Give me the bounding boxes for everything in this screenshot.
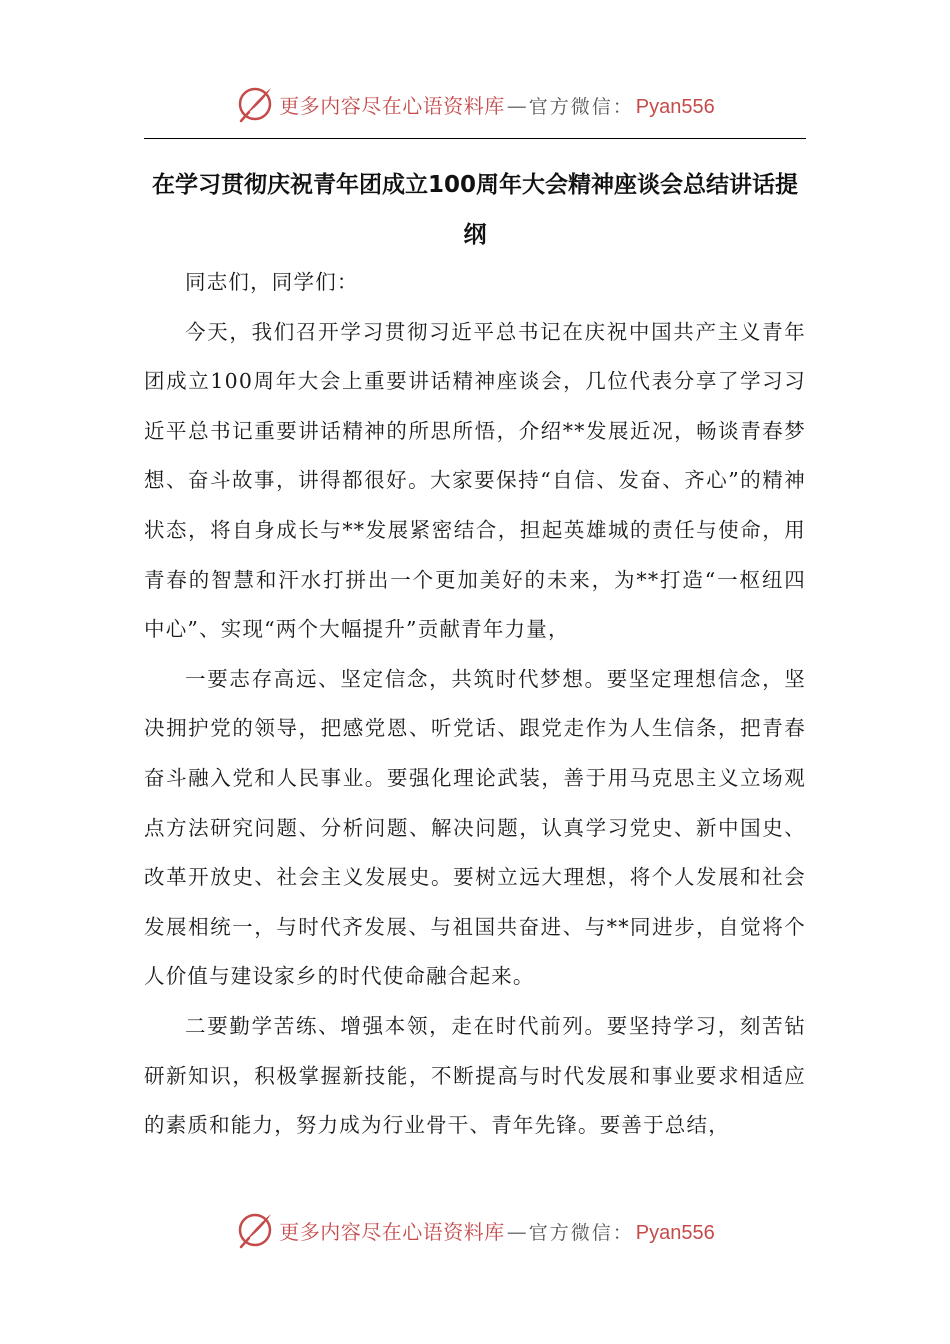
quill-logo-icon	[235, 1210, 275, 1250]
banner-wechat-id: Pyan556	[635, 1221, 715, 1244]
salutation: 同志们，同学们：	[185, 270, 359, 294]
document-title: 在学习贯彻庆祝青年团成立100周年大会精神座谈会总结讲话提纲	[151, 172, 798, 248]
banner-main-text: 更多内容尽在心语资料库	[279, 93, 505, 118]
paragraph-point-2: 二要勤学苦练、增强本领，走在时代前列。要坚持学习，刻苦钻研新知识，积极掌握新技能，不断提高与时代发展和事业要求相适应的素质和能力，努力成为行业骨干、青年先锋。要善于总结，	[144, 1013, 806, 1138]
document-body	[144, 258, 806, 1151]
header-banner	[0, 82, 950, 126]
banner-text	[279, 90, 714, 119]
banner-separator: —	[506, 93, 527, 118]
paragraph-intro: 今天，我们召开学习贯彻习近平总书记在庆祝中国共产主义青年团成立100周年大会上重要讲话精神座谈会，几位代表分享了学习习近平总书记重要讲话精神的所思所悟，介绍**发展近况，畅谈青春梦想、奋斗故事，讲得都很好。大家要保持“自信、发奋、齐心”的精神状态，将自身成长与**发展紧密结合，担起英雄城的责任与使命，用青春的智慧和汗水打拼出一个更加美好的未来，为**打造“一枢纽四中心”、实现“两个大幅提升”贡献青年力量，	[144, 319, 806, 642]
quill-logo-icon	[235, 84, 275, 124]
banner-wechat-id: Pyan556	[635, 95, 715, 118]
banner-wechat-label: 官方微信：	[528, 1221, 634, 1244]
banner-separator: —	[506, 1219, 527, 1244]
footer-banner	[0, 1208, 950, 1252]
paragraph-point-1: 一要志存高远、坚定信念，共筑时代梦想。要坚定理想信念，坚决拥护党的领导，把感党恩、听党话、跟党走作为人生信条，把青春奋斗融入党和人民事业。要强化理论武装，善于用马克思主义立场观点方法研究问题、分析问题、解决问题，认真学习党史、新中国史、改革开放史、社会主义发展史。要树立远大理想，将个人发展和社会发展相统一，与时代齐发展、与祖国共奋进、与**同进步，自觉将个人价值与建设家乡的时代使命融合起来。	[144, 666, 806, 989]
banner-main-text: 更多内容尽在心语资料库	[279, 1219, 505, 1244]
header-divider	[144, 138, 806, 139]
banner-wechat-label: 官方微信：	[528, 95, 634, 118]
banner-text	[279, 1216, 714, 1245]
